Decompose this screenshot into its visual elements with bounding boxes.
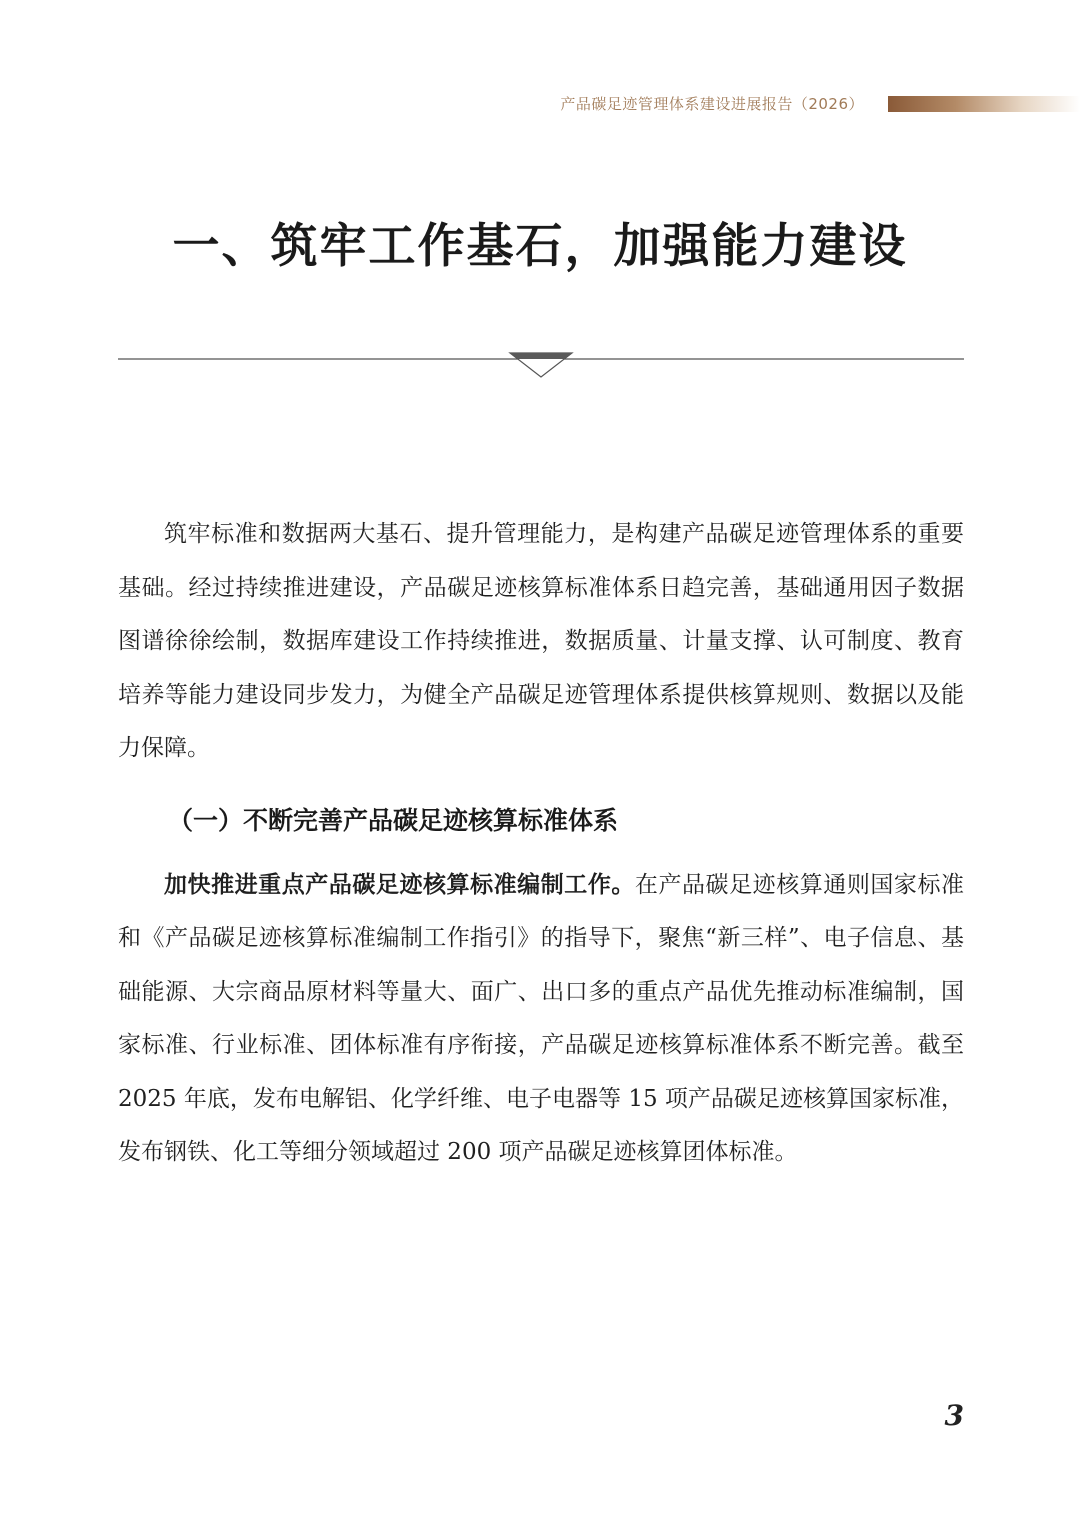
- intro-paragraph: 筑牢标准和数据两大基石、提升管理能力，是构建产品碳足迹管理体系的重要基础。经过持续推进建设，产品碳足迹核算标准体系日趋完善，基础通用因子数据图谱徐徐绘制，数据库建设工作持续推进，数据质量、计量支撑、认可制度、教育培养等能力建设同步发力，为健全产品碳足迹管理体系提供核算规则、数据以及能力保障。: [118, 521, 964, 761]
- divider-triangle-fill: [510, 353, 572, 359]
- section-paragraph: [118, 858, 964, 1180]
- lead-sentence: 加快推进重点产品碳足迹核算标准编制工作。: [164, 870, 635, 898]
- chapter-divider: [118, 350, 964, 382]
- section-heading: （一）不断完善产品碳足迹核算标准体系: [168, 805, 619, 835]
- running-header: [0, 92, 1080, 118]
- section-body-text: 在产品碳足迹核算通则国家标准和《产品碳足迹核算标准编制工作指引》的指导下，聚焦“新三样”、电子信息、基础能源、大宗商品原材料等量大、面广、出口多的重点产品优先推动标准编制，国家标准、行业标准、团体标准有序衔接，产品碳足迹核算标准体系不断完善。截至 2025 年底，发布电解铝、化学纤维、电子电器等 15 项产品碳足迹核算国家标准，发布钢铁、化工等细分领域超过 200 项产品碳足迹核算团体标准。: [118, 871, 965, 1165]
- report-title: 产品碳足迹管理体系建设进展报告（2026）: [560, 95, 864, 113]
- page-number: 3: [944, 1399, 964, 1432]
- chapter-title: 一、筑牢工作基石，加强能力建设: [172, 219, 908, 274]
- header-accent-bar: [888, 96, 1080, 112]
- body-content: [118, 508, 964, 1180]
